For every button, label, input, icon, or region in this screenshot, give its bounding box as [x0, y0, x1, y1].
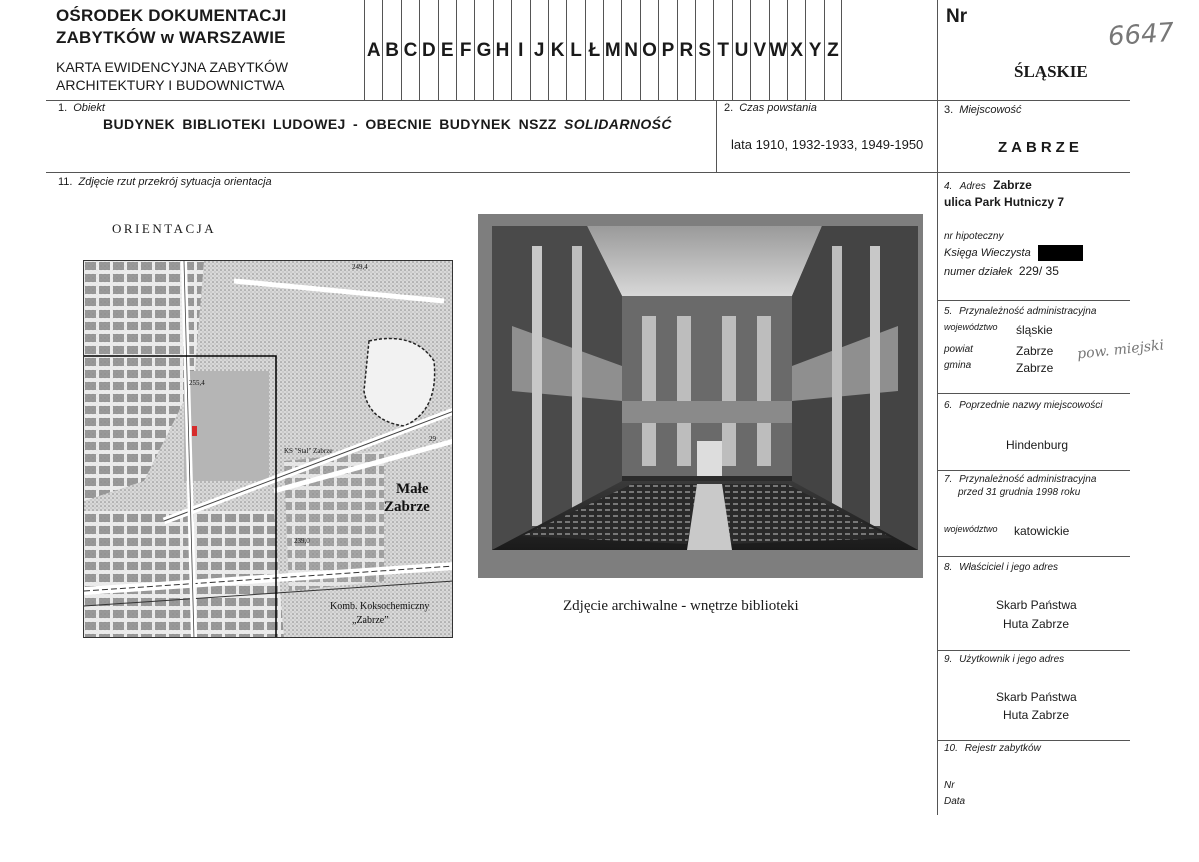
- county-label: powiat: [944, 344, 973, 355]
- index-letter: S: [695, 0, 713, 100]
- index-letter: F: [456, 0, 474, 100]
- orientation-map: [83, 260, 453, 638]
- former-name: Hindenburg: [1006, 438, 1069, 452]
- index-letter: R: [677, 0, 695, 100]
- land-register-label: Księga Wieczysta: [944, 247, 1031, 259]
- field-11-label: 11. Zdjęcie rzut przekrój sytuacja orientacja: [58, 176, 272, 188]
- index-letter: A: [364, 0, 382, 100]
- commune-label: gmina: [944, 360, 972, 371]
- old-voiv-value: katowickie: [1014, 524, 1070, 538]
- archival-photo: [492, 226, 918, 550]
- field-5-label: 5. Przynależność administracyjna: [944, 306, 1097, 317]
- plot-number: numer działek 229/ 35: [944, 264, 1059, 278]
- commune-value: Zabrze: [1016, 361, 1054, 375]
- field-3-label: 3. Miejscowość: [944, 104, 1022, 116]
- index-letter: Ł: [585, 0, 603, 100]
- map-graphic: [84, 261, 453, 638]
- index-letter: D: [419, 0, 437, 100]
- handwritten-number: 6647: [1107, 17, 1176, 53]
- nr-label: Nr: [946, 6, 968, 27]
- voiv-value: śląskie: [1016, 323, 1053, 337]
- map-elev-3: 239,0: [294, 537, 310, 545]
- index-letter: E: [438, 0, 456, 100]
- index-letter: O: [640, 0, 658, 100]
- index-letter: H: [493, 0, 511, 100]
- map-district-1: Małe: [396, 481, 429, 497]
- field-6-label: 6. Poprzednie nazwy miejscowości: [944, 400, 1103, 411]
- construction-dates: lata 1910, 1932-1933, 1949-1950: [731, 137, 924, 152]
- index-letter: L: [566, 0, 584, 100]
- old-voiv-label: województwo: [944, 524, 998, 534]
- index-letter: J: [530, 0, 548, 100]
- register-date-label: Data: [944, 796, 966, 807]
- index-letter: P: [658, 0, 676, 100]
- index-letter: C: [401, 0, 419, 100]
- street-address: ulica Park Hutniczy 7: [944, 195, 1065, 209]
- town-name: ZABRZE: [998, 139, 1083, 156]
- map-elev-4: 29: [429, 435, 436, 443]
- field-2-label: 2. Czas powstania: [724, 102, 817, 114]
- owner-line-2: Huta Zabrze: [1003, 617, 1070, 631]
- user-line-1: Skarb Państwa: [996, 690, 1077, 704]
- map-plant-1: Komb. Koksochemiczny: [330, 601, 430, 612]
- index-letter: B: [382, 0, 400, 100]
- redacted-block: [1038, 245, 1083, 261]
- mortgage-label: nr hipoteczny: [944, 231, 1004, 242]
- field-8-label: 8. Właściciel i jego adres: [944, 562, 1059, 573]
- user-line-2: Huta Zabrze: [1003, 708, 1070, 722]
- orientation-title: ORIENTACJA: [112, 221, 217, 236]
- index-letter: G: [474, 0, 492, 100]
- register-nr-label: Nr: [944, 780, 955, 791]
- county-value: Zabrze: [1016, 344, 1054, 358]
- index-letter: I: [511, 0, 529, 100]
- card-type: KARTA EWIDENCYJNA ZABYTKÓW ARCHITEKTURY I BUDOWNICTWA: [56, 59, 289, 93]
- map-plant-2: „Zabrze”: [352, 615, 389, 626]
- object-title: BUDYNEK BIBLIOTEKI LUDOWEJ - OBECNIE BUDYNEK NSZZ SOLIDARNOŚĆ: [103, 116, 672, 132]
- field-10-label: 10. Rejestr zabytków: [944, 743, 1041, 754]
- map-district-2: Zabrze: [384, 499, 430, 515]
- index-letter: U: [732, 0, 750, 100]
- handwritten-note: pow. miejski: [1076, 337, 1165, 363]
- map-elev-1: 249,4: [352, 263, 368, 271]
- field-9-label: 9. Użytkownik i jego adres: [944, 654, 1065, 665]
- index-letter: V: [750, 0, 768, 100]
- owner-line-1: Skarb Państwa: [996, 598, 1077, 612]
- index-letter: Y: [805, 0, 823, 100]
- institution-name: OŚRODEK DOKUMENTACJI ZABYTKÓW w WARSZAWIE: [56, 6, 287, 47]
- photo-caption: Zdjęcie archiwalne - wnętrze biblioteki: [563, 598, 799, 614]
- alphabet-index: [364, 0, 842, 100]
- map-road-label: KS "Stal" Zabrze: [284, 447, 333, 455]
- index-letter: W: [769, 0, 787, 100]
- map-elev-2: 255,4: [189, 379, 205, 387]
- index-letter: N: [621, 0, 639, 100]
- voivodeship-header: ŚLĄSKIE: [1014, 62, 1088, 81]
- index-letter: Z: [824, 0, 842, 100]
- voiv-label: województwo: [944, 322, 998, 332]
- index-letter: T: [713, 0, 731, 100]
- library-interior-image: [492, 226, 918, 550]
- index-letter: K: [548, 0, 566, 100]
- field-4-address: 4. Adres Zabrze: [944, 178, 1032, 192]
- index-letter: X: [787, 0, 805, 100]
- field-1-label: 1. Obiekt: [58, 102, 105, 114]
- index-letter: M: [603, 0, 621, 100]
- field-7-label: 7. Przynależność administracyjna przed 31 grudnia 1998 roku: [944, 474, 1097, 498]
